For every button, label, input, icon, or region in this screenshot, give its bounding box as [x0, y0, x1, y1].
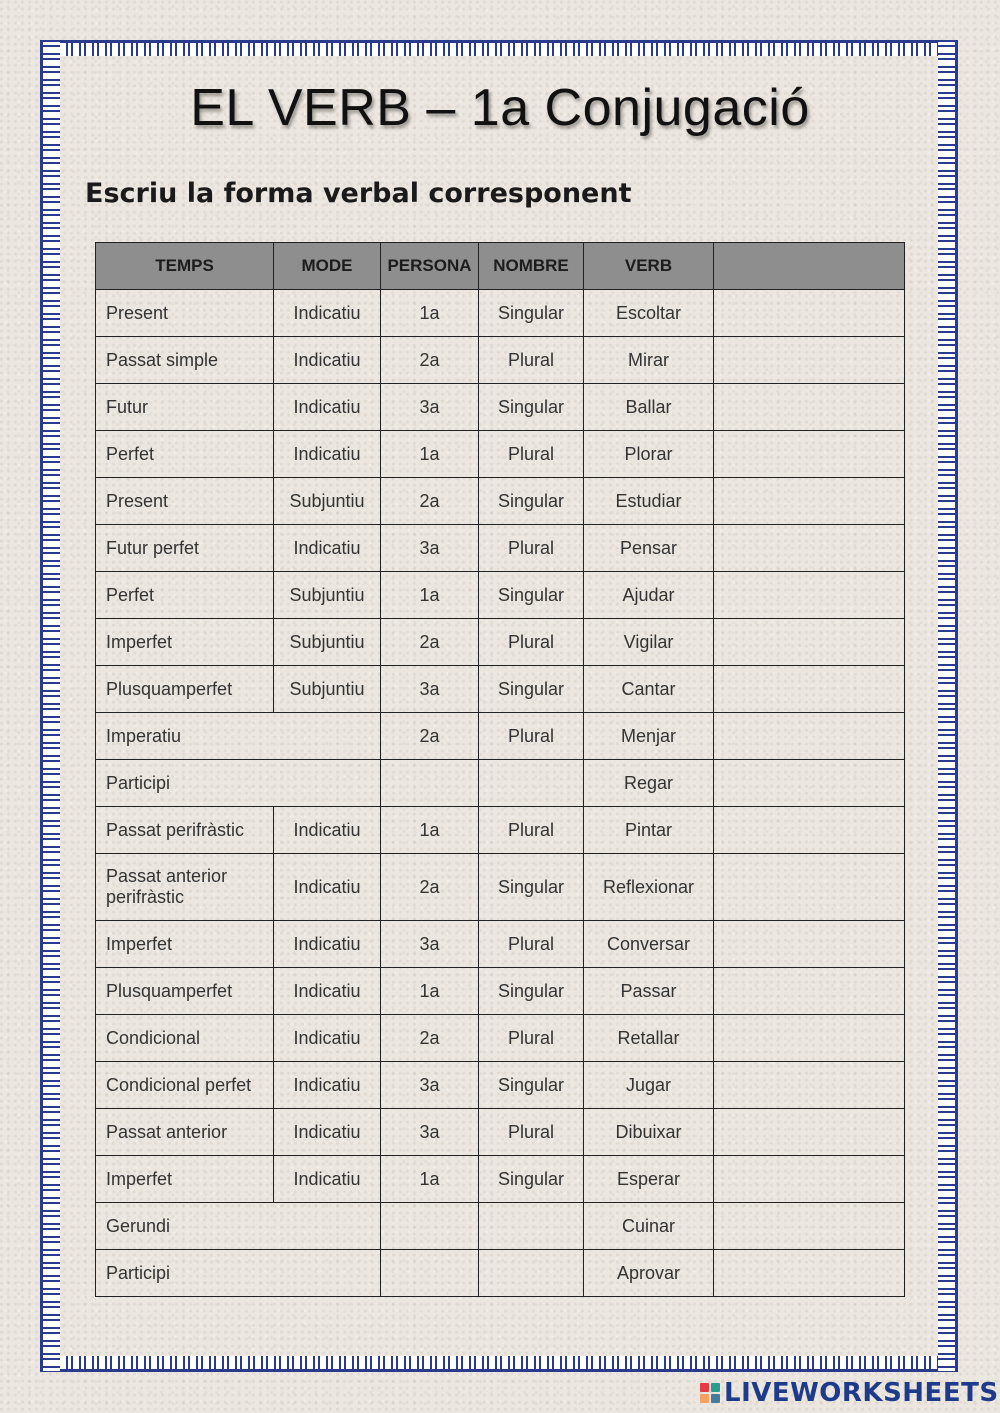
answer-cell — [714, 968, 905, 1015]
cell-persona: 2a — [381, 478, 479, 525]
cell-mode: Subjuntiu — [274, 666, 381, 713]
liveworksheets-logo — [700, 1378, 999, 1408]
cell-temps: Futur perfet — [96, 525, 274, 572]
cell-temps: Passat anterior perifràstic — [96, 854, 274, 921]
answer-input[interactable] — [724, 1062, 894, 1108]
answer-input[interactable] — [724, 1203, 894, 1249]
answer-cell — [714, 337, 905, 384]
answer-cell — [714, 807, 905, 854]
cell-mode: Indicatiu — [274, 337, 381, 384]
cell-verb: Escoltar — [584, 290, 714, 337]
cell-nombre — [479, 760, 584, 807]
cell-persona: 3a — [381, 1062, 479, 1109]
table-row — [96, 1203, 905, 1250]
answer-cell — [714, 666, 905, 713]
cell-temps: Perfet — [96, 431, 274, 478]
cell-nombre: Singular — [479, 290, 584, 337]
conjugation-table — [95, 242, 905, 1297]
cell-nombre: Plural — [479, 713, 584, 760]
answer-input[interactable] — [724, 1109, 894, 1155]
answer-input[interactable] — [724, 760, 894, 806]
decorative-border-bottom — [40, 1356, 958, 1372]
answer-cell — [714, 384, 905, 431]
cell-verb: Cuinar — [584, 1203, 714, 1250]
cell-temps: Participi — [96, 760, 381, 807]
cell-temps: Present — [96, 478, 274, 525]
table-row — [96, 713, 905, 760]
answer-input[interactable] — [724, 854, 894, 920]
answer-cell — [714, 290, 905, 337]
cell-persona: 1a — [381, 290, 479, 337]
cell-persona: 3a — [381, 525, 479, 572]
cell-verb: Pensar — [584, 525, 714, 572]
cell-verb: Esperar — [584, 1156, 714, 1203]
cell-nombre: Plural — [479, 1015, 584, 1062]
liveworksheets-logo-icon — [700, 1383, 720, 1403]
cell-persona — [381, 1250, 479, 1297]
logo-text: LIVEWORKSHEETS — [724, 1378, 999, 1408]
cell-nombre: Singular — [479, 1062, 584, 1109]
answer-cell — [714, 525, 905, 572]
cell-verb: Jugar — [584, 1062, 714, 1109]
answer-input[interactable] — [724, 968, 894, 1014]
table-row — [96, 290, 905, 337]
answer-cell — [714, 1156, 905, 1203]
cell-persona: 2a — [381, 713, 479, 760]
table-row — [96, 337, 905, 384]
answer-cell — [714, 921, 905, 968]
cell-verb: Regar — [584, 760, 714, 807]
answer-input[interactable] — [724, 1015, 894, 1061]
answer-input[interactable] — [724, 619, 894, 665]
answer-cell — [714, 760, 905, 807]
cell-persona: 1a — [381, 807, 479, 854]
cell-verb: Ajudar — [584, 572, 714, 619]
cell-nombre — [479, 1250, 584, 1297]
cell-mode: Indicatiu — [274, 1062, 381, 1109]
cell-persona — [381, 760, 479, 807]
table-header-row — [96, 243, 905, 290]
table-row — [96, 384, 905, 431]
table-row — [96, 1015, 905, 1062]
cell-verb: Retallar — [584, 1015, 714, 1062]
table-row — [96, 921, 905, 968]
cell-mode: Subjuntiu — [274, 572, 381, 619]
cell-persona: 3a — [381, 921, 479, 968]
cell-mode: Indicatiu — [274, 525, 381, 572]
cell-nombre — [479, 1203, 584, 1250]
header-verb: VERB — [584, 243, 714, 290]
answer-input[interactable] — [724, 1156, 894, 1202]
page-title: EL VERB – 1a Conjugació — [190, 79, 810, 137]
answer-input[interactable] — [724, 713, 894, 759]
cell-persona: 1a — [381, 1156, 479, 1203]
cell-verb: Conversar — [584, 921, 714, 968]
cell-nombre: Plural — [479, 807, 584, 854]
instructions: Escriu la forma verbal corresponent — [85, 178, 632, 209]
cell-nombre: Singular — [479, 478, 584, 525]
answer-input[interactable] — [724, 525, 894, 571]
cell-verb: Ballar — [584, 384, 714, 431]
cell-temps: Present — [96, 290, 274, 337]
answer-cell — [714, 431, 905, 478]
cell-mode: Indicatiu — [274, 1156, 381, 1203]
cell-mode: Indicatiu — [274, 968, 381, 1015]
table-row — [96, 1109, 905, 1156]
cell-verb: Reflexionar — [584, 854, 714, 921]
answer-input[interactable] — [724, 666, 894, 712]
cell-nombre: Singular — [479, 384, 584, 431]
decorative-border-top — [40, 40, 958, 56]
cell-nombre: Singular — [479, 968, 584, 1015]
cell-temps: Plusquamperfet — [96, 666, 274, 713]
cell-mode: Subjuntiu — [274, 619, 381, 666]
answer-cell — [714, 713, 905, 760]
cell-temps: Perfet — [96, 572, 274, 619]
cell-persona: 3a — [381, 384, 479, 431]
cell-nombre: Plural — [479, 525, 584, 572]
cell-temps: Imperfet — [96, 921, 274, 968]
answer-cell — [714, 854, 905, 921]
table-row — [96, 525, 905, 572]
cell-verb: Estudiar — [584, 478, 714, 525]
cell-temps: Condicional perfet — [96, 1062, 274, 1109]
cell-persona: 1a — [381, 968, 479, 1015]
table-row — [96, 1156, 905, 1203]
cell-persona: 2a — [381, 854, 479, 921]
header-answer — [714, 243, 905, 290]
table-row — [96, 760, 905, 807]
answer-input[interactable] — [724, 478, 894, 524]
cell-temps: Participi — [96, 1250, 381, 1297]
cell-temps: Imperfet — [96, 619, 274, 666]
cell-persona: 2a — [381, 1015, 479, 1062]
table-row — [96, 854, 905, 921]
cell-mode: Indicatiu — [274, 921, 381, 968]
cell-nombre: Plural — [479, 431, 584, 478]
cell-nombre: Plural — [479, 337, 584, 384]
answer-cell — [714, 572, 905, 619]
cell-mode: Subjuntiu — [274, 478, 381, 525]
header-mode: MODE — [274, 243, 381, 290]
cell-nombre: Plural — [479, 619, 584, 666]
cell-mode: Indicatiu — [274, 384, 381, 431]
cell-persona: 1a — [381, 572, 479, 619]
header-nombre: NOMBRE — [479, 243, 584, 290]
cell-temps: Gerundi — [96, 1203, 381, 1250]
answer-input[interactable] — [724, 807, 894, 853]
decorative-border-right — [938, 40, 958, 1372]
cell-temps: Imperatiu — [96, 713, 381, 760]
cell-nombre: Plural — [479, 921, 584, 968]
cell-nombre: Plural — [479, 1109, 584, 1156]
answer-cell — [714, 1250, 905, 1297]
cell-verb: Aprovar — [584, 1250, 714, 1297]
cell-mode: Indicatiu — [274, 1109, 381, 1156]
cell-temps: Plusquamperfet — [96, 968, 274, 1015]
cell-mode: Indicatiu — [274, 290, 381, 337]
cell-temps: Condicional — [96, 1015, 274, 1062]
cell-temps: Passat simple — [96, 337, 274, 384]
cell-verb: Menjar — [584, 713, 714, 760]
cell-verb: Cantar — [584, 666, 714, 713]
table-row — [96, 619, 905, 666]
cell-persona: 2a — [381, 337, 479, 384]
cell-persona: 1a — [381, 431, 479, 478]
answer-cell — [714, 619, 905, 666]
header-persona: PERSONA — [381, 243, 479, 290]
cell-persona — [381, 1203, 479, 1250]
answer-input[interactable] — [724, 384, 894, 430]
answer-input[interactable] — [724, 290, 894, 336]
cell-nombre: Singular — [479, 572, 584, 619]
answer-input[interactable] — [724, 572, 894, 618]
cell-verb: Plorar — [584, 431, 714, 478]
cell-temps: Passat anterior — [96, 1109, 274, 1156]
answer-cell — [714, 1062, 905, 1109]
table-row — [96, 1062, 905, 1109]
cell-nombre: Singular — [479, 854, 584, 921]
cell-persona: 3a — [381, 1109, 479, 1156]
decorative-border-left — [40, 40, 60, 1372]
table-row — [96, 572, 905, 619]
answer-input[interactable] — [724, 921, 894, 967]
cell-temps: Passat perifràstic — [96, 807, 274, 854]
answer-cell — [714, 478, 905, 525]
table-row — [96, 431, 905, 478]
cell-mode: Indicatiu — [274, 1015, 381, 1062]
cell-verb: Vigilar — [584, 619, 714, 666]
answer-cell — [714, 1015, 905, 1062]
header-temps: TEMPS — [96, 243, 274, 290]
answer-input[interactable] — [724, 1250, 894, 1296]
cell-verb: Dibuixar — [584, 1109, 714, 1156]
cell-temps: Imperfet — [96, 1156, 274, 1203]
cell-verb: Passar — [584, 968, 714, 1015]
cell-verb: Mirar — [584, 337, 714, 384]
cell-nombre: Singular — [479, 1156, 584, 1203]
cell-mode: Indicatiu — [274, 807, 381, 854]
cell-temps: Futur — [96, 384, 274, 431]
table-row — [96, 968, 905, 1015]
cell-persona: 3a — [381, 666, 479, 713]
table-row — [96, 666, 905, 713]
cell-verb: Pintar — [584, 807, 714, 854]
cell-mode: Indicatiu — [274, 854, 381, 921]
cell-persona: 2a — [381, 619, 479, 666]
table-row — [96, 807, 905, 854]
answer-cell — [714, 1203, 905, 1250]
cell-mode: Indicatiu — [274, 431, 381, 478]
answer-input[interactable] — [724, 337, 894, 383]
answer-cell — [714, 1109, 905, 1156]
cell-nombre: Singular — [479, 666, 584, 713]
answer-input[interactable] — [724, 431, 894, 477]
table-row — [96, 478, 905, 525]
table-row — [96, 1250, 905, 1297]
